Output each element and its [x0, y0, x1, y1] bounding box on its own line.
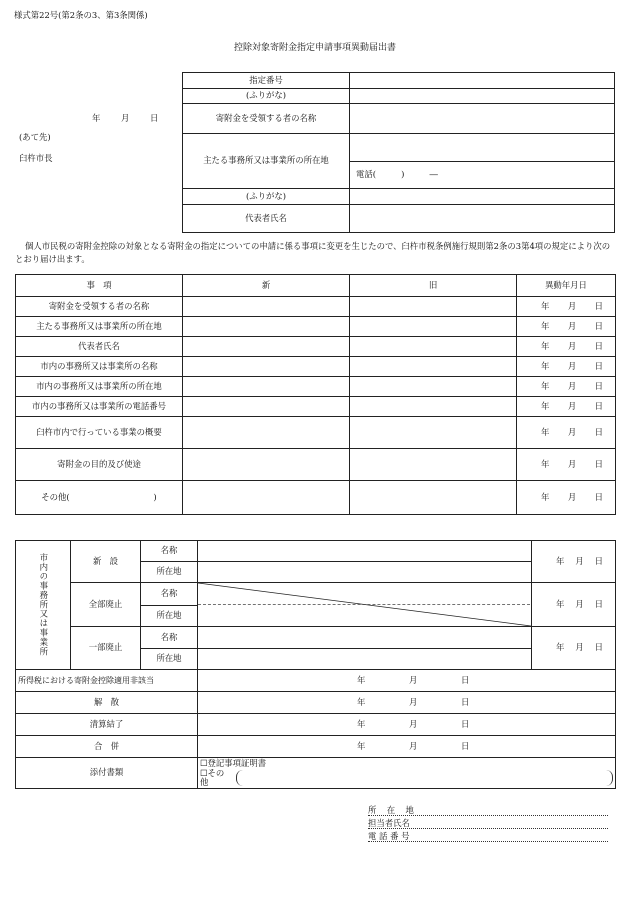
change-row	[16, 357, 616, 377]
full-abolition-field[interactable]	[198, 583, 532, 627]
name-label: 名称	[141, 583, 198, 606]
change-row-new-field[interactable]	[183, 397, 350, 417]
phone-field[interactable]	[350, 162, 615, 189]
change-row-label: 市内の事務所又は事業所の電話番号	[16, 397, 183, 417]
applicant-table	[182, 72, 615, 233]
other-bracket-field[interactable]	[236, 770, 613, 786]
change-row-new-field[interactable]	[183, 377, 350, 397]
date-month-label: 月	[121, 113, 130, 123]
change-row-label: 寄附金を受領する者の名称	[16, 297, 183, 317]
change-row-old-field[interactable]	[350, 397, 517, 417]
status-row	[16, 736, 616, 758]
partial-address-field[interactable]	[198, 649, 532, 670]
form-number: 様式第22号(第2条の3、第3条関係)	[14, 10, 148, 20]
footer-phone-line[interactable]	[368, 830, 608, 842]
change-row	[16, 337, 616, 357]
new-name-field[interactable]	[198, 541, 532, 562]
status-row	[16, 714, 616, 736]
change-row-label: 臼杵市内で行っている事業の概要	[16, 417, 183, 449]
diagonal-strike	[198, 583, 531, 626]
addressee-label: (あて先)	[19, 132, 51, 142]
footer-address-label: 所 在 地	[368, 805, 415, 815]
status-row-date[interactable]: 年 月 日	[198, 692, 616, 714]
recipient-name-label: 寄附金を受領する者の名称	[183, 104, 350, 134]
change-row-old-field[interactable]	[350, 377, 517, 397]
name-label: 名称	[141, 541, 198, 562]
header-old: 旧	[350, 275, 517, 297]
attachment-option-registry[interactable]: ☐登記事項証明書	[200, 758, 267, 768]
furigana2-label: (ふりがな)	[183, 189, 350, 205]
change-row-date[interactable]: 年 月 日	[517, 377, 616, 397]
header-new: 新	[183, 275, 350, 297]
attachments-label: 添付書類	[16, 758, 198, 789]
address-label: 所在地	[141, 562, 198, 583]
change-row-new-field[interactable]	[183, 297, 350, 317]
change-row-date[interactable]: 年 月 日	[517, 449, 616, 481]
address-label: 所在地	[141, 649, 198, 670]
full-abolition-date[interactable]: 年 月 日	[532, 583, 616, 627]
phone-label: 電話( ) ―	[356, 169, 438, 180]
status-row-date[interactable]: 年 月 日	[198, 736, 616, 758]
change-row-date[interactable]: 年 月 日	[517, 397, 616, 417]
name-label: 名称	[141, 627, 198, 649]
furigana-label: (ふりがな)	[183, 89, 350, 104]
furigana2-field[interactable]	[350, 189, 615, 205]
section-partial-abolition: 一部廃止	[71, 627, 141, 670]
change-row-date[interactable]: 年 月 日	[517, 337, 616, 357]
designation-no-field[interactable]	[350, 73, 615, 89]
recipient-name-field[interactable]	[350, 104, 615, 134]
status-row-label: 清算結了	[16, 714, 198, 736]
representative-label: 代表者氏名	[183, 205, 350, 233]
header-change-date: 異動年月日	[517, 275, 616, 297]
change-row-new-field[interactable]	[183, 337, 350, 357]
change-row-old-field[interactable]	[350, 481, 517, 515]
office-address-label: 主たる事務所又は事業所の所在地	[183, 134, 350, 189]
change-row	[16, 377, 616, 397]
office-table	[15, 540, 616, 789]
footer-address-line[interactable]	[368, 804, 608, 816]
office-group-label: 市内の事務所又は事業所	[16, 541, 71, 670]
status-row	[16, 670, 616, 692]
change-row-label: 市内の事務所又は事業所の所在地	[16, 377, 183, 397]
form-title: 控除対象寄附金指定申請事項異動届出書	[233, 43, 396, 53]
change-row-date[interactable]: 年 月 日	[517, 317, 616, 337]
attachments-field[interactable]	[198, 758, 616, 789]
office-address-field[interactable]	[350, 134, 615, 162]
change-row-old-field[interactable]	[350, 357, 517, 377]
section-new: 新 設	[71, 541, 141, 583]
section-full-abolition: 全部廃止	[71, 583, 141, 627]
date-year-label: 年	[92, 113, 101, 123]
footer-person-label: 担当者氏名	[368, 818, 410, 828]
change-row-label: 主たる事務所又は事業所の所在地	[16, 317, 183, 337]
change-row-label: 寄附金の目的及び使途	[16, 449, 183, 481]
change-row-old-field[interactable]	[350, 337, 517, 357]
change-row-new-field[interactable]	[183, 357, 350, 377]
change-row	[16, 481, 616, 515]
addressee-name: 臼杵市長	[19, 153, 53, 163]
status-row-label: 所得税における寄附金控除適用非該当	[16, 670, 198, 692]
partial-abolition-date[interactable]: 年 月 日	[532, 627, 616, 670]
intro-text: 個人市民税の寄附金控除の対象となる寄附金の指定についての申請に係る事項に変更を生じたので、臼杵市税条例施行規則第2条の3第4項の規定により次のとおり届け出ます。	[15, 241, 611, 265]
change-row-old-field[interactable]	[350, 297, 517, 317]
date-day-label: 日	[150, 113, 159, 123]
representative-field[interactable]	[350, 205, 615, 233]
footer-person-line[interactable]	[368, 817, 608, 829]
designation-no-label: 指定番号	[183, 73, 350, 89]
change-row-new-field[interactable]	[183, 317, 350, 337]
status-row-date[interactable]: 年 月 日	[198, 714, 616, 736]
change-row-new-field[interactable]	[183, 449, 350, 481]
address-label: 所在地	[141, 605, 198, 627]
change-table	[15, 274, 616, 515]
attachment-option-other[interactable]: ☐その他	[200, 767, 225, 788]
change-row-label: 市内の事務所又は事業所の名称	[16, 357, 183, 377]
footer-phone-label: 電 話 番 号	[368, 831, 410, 841]
furigana-field[interactable]	[350, 89, 615, 104]
change-row-date[interactable]: 年 月 日	[517, 357, 616, 377]
change-row-new-field[interactable]	[183, 481, 350, 515]
change-row	[16, 317, 616, 337]
change-row-date[interactable]: 年 月 日	[517, 297, 616, 317]
partial-name-field[interactable]	[198, 627, 532, 649]
change-row	[16, 297, 616, 317]
status-row-label: 合 併	[16, 736, 198, 758]
change-row-old-field[interactable]	[350, 417, 517, 449]
change-row-old-field[interactable]	[350, 449, 517, 481]
change-row-label: その他( )	[16, 481, 183, 515]
change-row	[16, 449, 616, 481]
status-row-date[interactable]: 年 月 日	[198, 670, 616, 692]
change-row-new-field[interactable]	[183, 417, 350, 449]
change-row	[16, 397, 616, 417]
new-date[interactable]: 年 月 日	[532, 541, 616, 583]
change-row-label: 代表者氏名	[16, 337, 183, 357]
change-row-date[interactable]: 年 月 日	[517, 481, 616, 515]
new-address-field[interactable]	[198, 562, 532, 583]
status-row	[16, 692, 616, 714]
header-item: 事 項	[16, 275, 183, 297]
change-row-old-field[interactable]	[350, 317, 517, 337]
status-row-label: 解 散	[16, 692, 198, 714]
change-row-date[interactable]: 年 月 日	[517, 417, 616, 449]
change-row	[16, 417, 616, 449]
